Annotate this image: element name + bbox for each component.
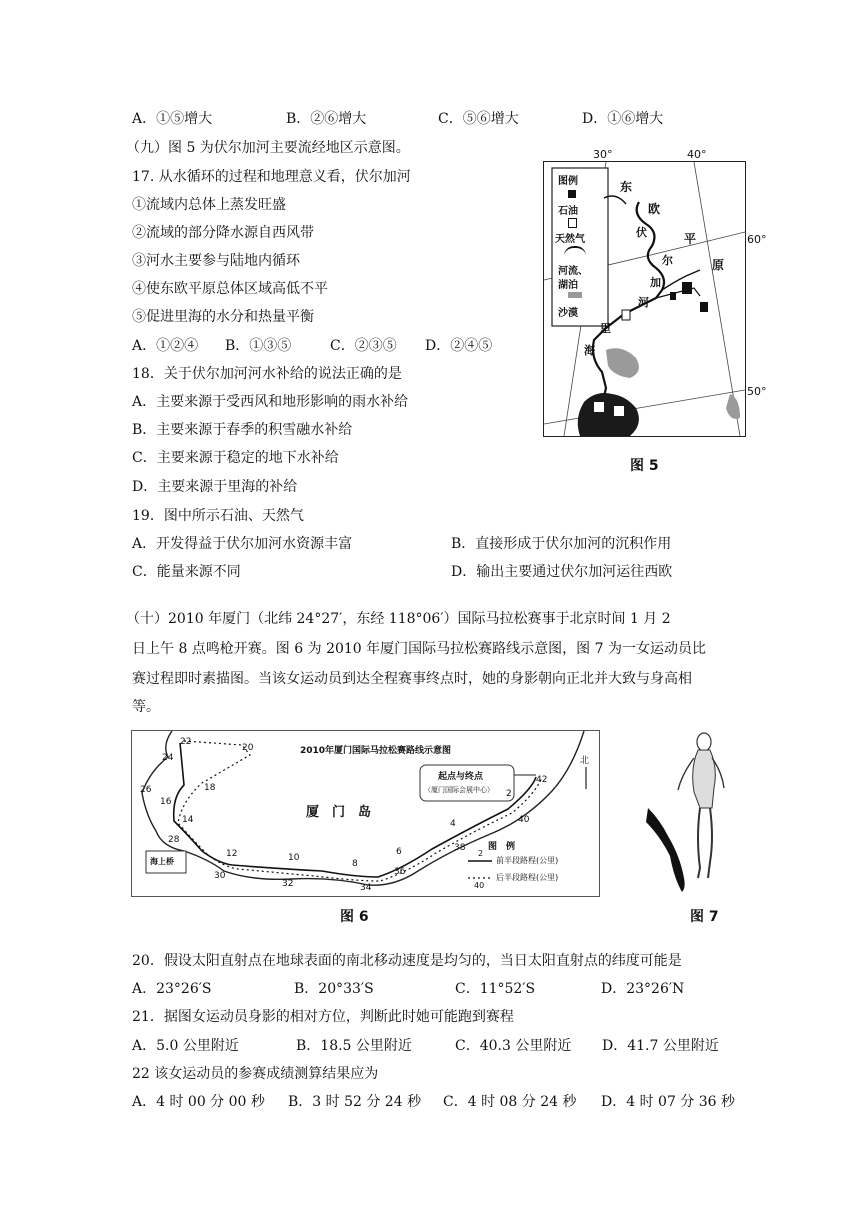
- fig6-km-label: 34: [360, 883, 372, 893]
- fig6-island-label: 厦 门 岛: [306, 805, 372, 820]
- fig5-label: 加: [650, 276, 661, 289]
- q21-option-d: D．41.7 公里附近: [602, 1038, 719, 1054]
- fig5-parallel-50: [544, 390, 745, 424]
- fig6-route-map: [131, 730, 600, 897]
- q19-option-a: A．开发得益于伏尔加河水资源丰富: [132, 536, 353, 552]
- fig6-center: （厦门国际会展中心）: [424, 786, 494, 794]
- q17-option-b: B．①③⑤: [225, 338, 292, 354]
- fig6-km-label: 30: [214, 871, 226, 881]
- fig6-km-label: 24: [162, 753, 174, 763]
- q22-option-b: B．3 时 52 分 24 秒: [288, 1094, 422, 1110]
- fig5-gas-field: [594, 402, 604, 412]
- fig6-title: 2010年厦门国际马拉松赛路线示意图: [300, 746, 452, 756]
- fig6-km-label: 18: [204, 783, 216, 793]
- fig5-river-tributary: [662, 270, 700, 290]
- fig7-runner-leg: [698, 808, 700, 878]
- fig6-km-label: 22: [180, 737, 192, 747]
- section10-para: 等。: [132, 699, 160, 715]
- q16-option-b: B．②⑥增大: [286, 111, 367, 127]
- q18-option: D．主要来源于里海的补给: [132, 479, 298, 495]
- fig5-legend-river: 河流、: [558, 266, 588, 277]
- fig5-gas-field: [670, 292, 676, 300]
- section10-para: 日上午 8 点鸣枪开赛。图 6 为 2010 年厦门国际马拉松赛路线示意图，图 7 为一女运动员比: [132, 641, 706, 657]
- q22-option-d: D．4 时 07 分 36 秒: [601, 1094, 736, 1110]
- q18-option: A．主要来源于受西风和地形影响的雨水补给: [132, 394, 409, 410]
- q17-item: ④使东欧平原总体区域高低不平: [132, 281, 328, 297]
- fig5-lon40: 40°: [687, 148, 707, 161]
- q21-option-c: C．40.3 公里附近: [455, 1038, 572, 1054]
- q19-option-c: C．能量来源不同: [132, 564, 241, 580]
- q16-option-a: A．①⑤增大: [132, 111, 213, 127]
- fig6-km-label: 10: [288, 853, 300, 863]
- q20-option-d: D．23°26′N: [601, 981, 685, 997]
- fig5-label: 平: [684, 232, 697, 246]
- fig6-legend-num: 40: [474, 881, 485, 890]
- q21-option-a: A．5.0 公里附近: [132, 1038, 239, 1054]
- fig6-km-label: 26: [140, 785, 152, 795]
- fig5-river-icon: [564, 246, 586, 260]
- fig5-label: 河: [638, 296, 649, 309]
- fig5-label: 东: [620, 180, 633, 194]
- fig7-runner-leg: [708, 808, 712, 878]
- q22-option-a: A．4 时 00 分 00 秒: [132, 1094, 265, 1110]
- q20-option-a: A．23°26′S: [132, 981, 212, 997]
- fig7-runner-arm: [678, 758, 694, 790]
- fig5-oil-field: [682, 282, 692, 294]
- fig6-caption: 图 6: [340, 909, 369, 925]
- fig7-runner-svg: [640, 728, 730, 898]
- fig6-legend-first: 前半段路程(公里): [496, 856, 559, 865]
- q17-option-d: D．②④⑤: [425, 338, 493, 354]
- fig6-km-label: 16: [160, 797, 172, 807]
- q17-item: ①流域内总体上蒸发旺盛: [132, 197, 286, 213]
- q16-option-c: C．⑤⑥增大: [438, 111, 519, 127]
- fig5-label: 海: [584, 344, 595, 357]
- q22-option-c: C．4 时 08 分 24 秒: [443, 1094, 577, 1110]
- q19-option-b: B．直接形成于伏尔加河的沉积作用: [451, 536, 672, 552]
- fig6-km-label: 8: [352, 859, 358, 869]
- fig5-oil-field: [700, 302, 708, 312]
- fig5-oil-field: [614, 406, 624, 416]
- fig5-legend-gas: 天然气: [555, 234, 585, 245]
- fig7-caption: 图 7: [690, 909, 719, 925]
- fig5-legend-lake: 湖泊: [558, 280, 578, 291]
- fig5-oil-icon: [568, 190, 576, 198]
- q17-item: ⑤促进里海的水分和热量平衡: [132, 309, 314, 325]
- fig5-desert-icon: [568, 292, 582, 298]
- fig6-km-label: 36: [394, 867, 406, 877]
- fig6-start-end: 起点与终点: [438, 772, 484, 782]
- fig5-label: 原: [712, 258, 725, 272]
- q21-stem: 21．据图女运动员身影的相对方位，判断此时她可能跑到赛程: [132, 1009, 514, 1025]
- fig7-runner-sketch: [640, 728, 730, 898]
- fig6-km-label: 42: [536, 775, 548, 785]
- fig5-map: [543, 161, 746, 437]
- fig7-runner-shadow: [646, 808, 685, 892]
- fig6-km-label: 14: [182, 815, 194, 825]
- fig5-lat50: 50°: [747, 385, 767, 398]
- q18-option: B．主要来源于春季的积雪融水补给: [132, 422, 353, 438]
- q17-item: ②流域的部分降水源自西风带: [132, 225, 314, 241]
- fig5-label: 欧: [648, 202, 661, 216]
- fig5-lat60: 60°: [747, 233, 767, 246]
- q16-option-d: D．①⑥增大: [582, 111, 664, 127]
- fig6-km-label: 32: [282, 879, 294, 889]
- fig6-km-label: 2: [506, 789, 512, 799]
- fig5-legend-oil: 石油: [558, 206, 578, 217]
- fig5-gas-field: [622, 310, 630, 320]
- q19-stem: 19．图中所示石油、天然气: [132, 508, 304, 524]
- q21-option-b: B．18.5 公里附近: [296, 1038, 412, 1054]
- fig5-desert: [726, 394, 740, 419]
- section9-intro: （九）图 5 为伏尔加河主要流经地区示意图。: [126, 140, 410, 156]
- q19-option-d: D．输出主要通过伏尔加河运往西欧: [451, 564, 673, 580]
- fig6-haishang: 海上桥: [150, 857, 174, 866]
- fig6-legend-num: 2: [478, 849, 484, 858]
- fig7-runner-head: [697, 733, 711, 751]
- fig5-label: 里: [600, 322, 611, 335]
- q17-item: ③河水主要参与陆地内循环: [132, 253, 300, 269]
- fig5-legend-desert: 沙漠: [558, 308, 578, 319]
- fig6-legend-title: 图 例: [488, 842, 516, 852]
- fig6-legend-second: 后半段路程(公里): [496, 873, 559, 882]
- q17-option-c: C．②③⑤: [330, 338, 397, 354]
- q20-option-b: B．20°33′S: [294, 981, 374, 997]
- fig5-caspian-sea: [578, 393, 639, 436]
- q22-stem: 22 该女运动员的参赛成绩测算结果应为: [132, 1066, 379, 1082]
- q18-stem: 18．关于伏尔加河河水补给的说法正确的是: [132, 366, 402, 382]
- fig5-lon30: 30°: [593, 148, 613, 161]
- fig6-north-label: 北: [580, 756, 590, 766]
- fig5-label: 伏: [636, 226, 647, 239]
- q20-stem: 20．假设太阳直射点在地球表面的南北移动速度是均匀的，当日太阳直射点的纬度可能是: [132, 953, 682, 969]
- fig5-legend-title: 图例: [558, 176, 578, 187]
- fig6-km-label: 40: [518, 815, 530, 825]
- fig6-km-label: 20: [242, 743, 254, 753]
- fig6-km-label: 28: [168, 835, 180, 845]
- fig6-km-label: 4: [450, 819, 456, 829]
- q17-option-a: A．①②④: [132, 338, 199, 354]
- fig5-gas-icon: [568, 218, 577, 228]
- fig5-label: 尔: [662, 254, 673, 267]
- fig5-desert: [606, 348, 639, 378]
- fig6-km-label: 12: [226, 849, 238, 859]
- section10-para: （十）2010 年厦门（北纬 24°27′，东经 118°06′）国际马拉松赛事于北京时间 1 月 2: [126, 611, 671, 627]
- fig5-caption: 图 5: [630, 458, 659, 474]
- q17-stem: 17. 从水循环的过程和地理意义看，伏尔加河: [132, 169, 411, 185]
- fig6-km-label: 6: [396, 847, 402, 857]
- section10-para: 赛过程即时素描图。当该女运动员到达全程赛事终点时，她的身影朝向正北并大致与身高相: [132, 671, 692, 687]
- fig6-km-label: 38: [454, 843, 466, 853]
- q20-option-c: C．11°52′S: [455, 981, 536, 997]
- q18-option: C．主要来源于稳定的地下水补给: [132, 450, 339, 466]
